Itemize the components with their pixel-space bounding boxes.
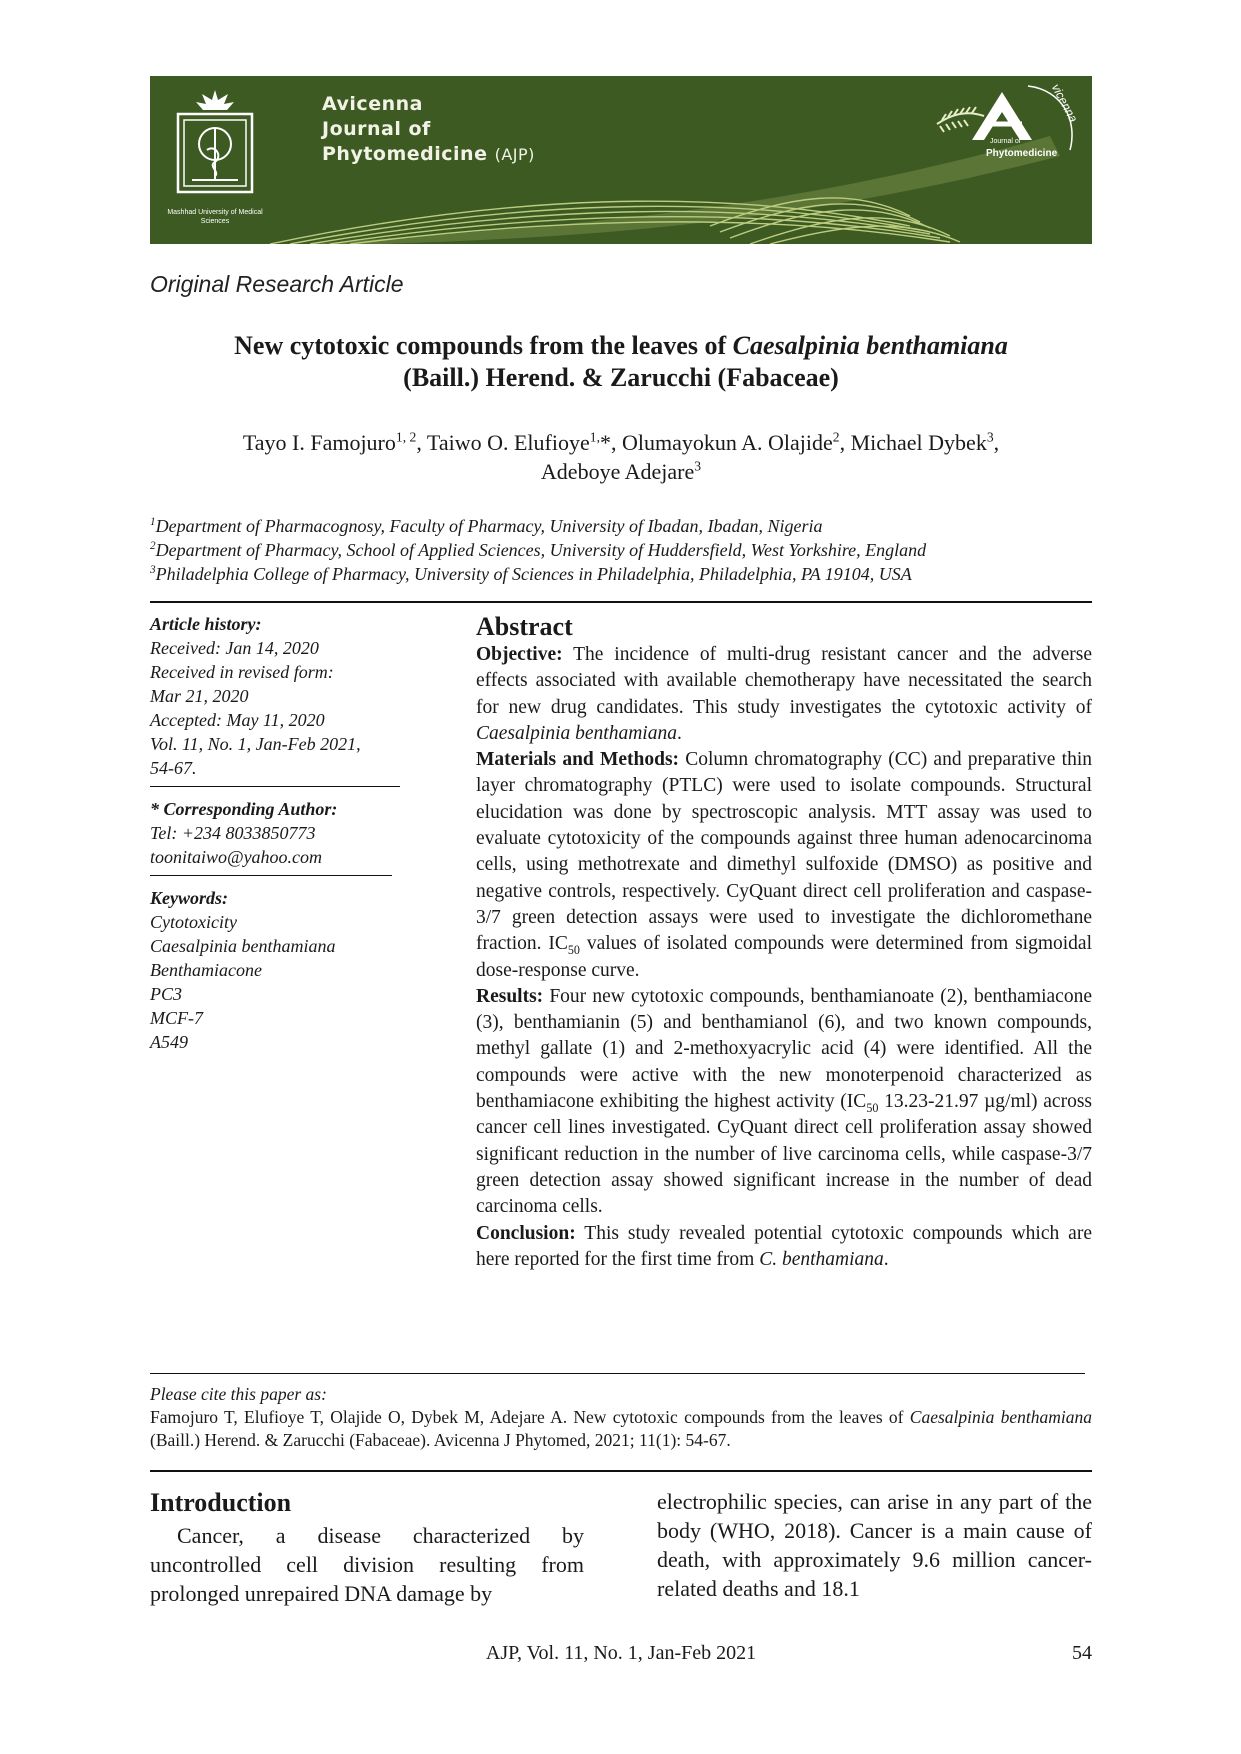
- affiliation-text: Department of Pharmacy, School of Applied Sciences, University of Huddersfield, West Yorkshire, England: [155, 540, 927, 560]
- article-info-sidebar: [150, 612, 415, 1054]
- article-type: Original Research Article: [150, 271, 404, 297]
- citation-box: [150, 1383, 1092, 1452]
- journal-name: [322, 92, 535, 167]
- author-name: Adeboye Adejare: [540, 459, 695, 484]
- keyword: MCF-7: [150, 1008, 203, 1028]
- results-text: 13.23-21.97 µg/ml) across cancer cell lines investigated. CyQuant direct cell proliferation assay showed significant reduction in the number of live carcinoma cells, while caspase-3/7 green detection assay showed significant increase in the number of dead carcinoma cells.: [476, 1091, 1092, 1218]
- citation-text: [150, 1406, 1092, 1452]
- affiliation-sup: 1: [150, 516, 156, 528]
- affiliation: [150, 562, 1092, 586]
- page-number: 54: [1072, 1642, 1092, 1664]
- author-affil-sup: 3: [986, 429, 994, 445]
- results-label: Results:: [476, 985, 544, 1007]
- journal-logo-arc-text: vicenna: [1048, 81, 1081, 125]
- corresponding-mark: *: [599, 430, 611, 455]
- author-list: [150, 428, 1092, 486]
- results-subscript: 50: [866, 1100, 879, 1115]
- title-species: Caesalpinia benthamiana: [732, 331, 1008, 360]
- abstract-heading: Abstract: [476, 612, 573, 641]
- conclusion-label: Conclusion:: [476, 1222, 576, 1244]
- keywords-heading: Keywords:: [150, 888, 228, 908]
- methods-text: values of isolated compounds were determined from sigmoidal dose-response curve.: [476, 933, 1092, 981]
- author-name: , Olumayokun A. Olajide: [610, 430, 833, 455]
- history-line: Accepted: May 11, 2020: [150, 710, 325, 730]
- journal-logo-text-top: Journal of: [990, 138, 1021, 145]
- abstract-methods: [476, 747, 1092, 984]
- footer-journal-info: AJP, Vol. 11, No. 1, Jan-Feb 2021: [485, 1642, 757, 1664]
- author-name: Tayo I. Famojuro: [242, 430, 396, 455]
- introduction-heading: Introduction: [150, 1488, 292, 1517]
- history-line: Received in revised form:: [150, 662, 334, 682]
- abstract-conclusion: [476, 1221, 1092, 1274]
- citation-lead: Please cite this paper as:: [150, 1384, 327, 1404]
- author-affil-sup: 2: [832, 429, 840, 445]
- conclusion-text: This study revealed potential cytotoxic compounds which are here reported for the first time from: [476, 1222, 1092, 1270]
- introduction-paragraph: electrophilic species, can arise in any part of the body (WHO, 2018). Cancer is a main cause of death, with approximately 9.6 million cancer-related deaths and 18.1: [657, 1489, 1092, 1601]
- affiliation-text: Philadelphia College of Pharmacy, University of Sciences in Philadelphia, Philadelphia, PA 19104, USA: [155, 564, 912, 584]
- citation-text-part: (Baill.) Herend. & Zarucchi (Fabaceae). Avicenna J Phytomed, 2021; 11(1): 54-67.: [150, 1430, 731, 1450]
- author-name: , Michael Dybek: [839, 430, 987, 455]
- journal-name-line3: Phytomedicine: [322, 143, 488, 165]
- body-column-left: [150, 1487, 584, 1608]
- keyword: Benthamiacone: [150, 960, 262, 980]
- methods-text: Column chromatography (CC) and preparative thin layer chromatography (PTLC) were used to isolate compounds. Structural elucidation was done by spectroscopic analysis. MTT assay was used to evaluate cytotoxicity of the compounds against three human adenocarcinoma cells, using methotrexate and dimethyl sulfoxide (DMSO) as positive and negative controls, respectively. CyQuant direct cell proliferation and caspase-3/7 green detection assays were used to investigate the dichloromethane fraction. IC: [476, 749, 1092, 955]
- university-name: Mashhad University of Medical Sciences: [167, 209, 263, 225]
- journal-banner: [150, 76, 1092, 244]
- header-rule: [150, 601, 1092, 603]
- journal-logo-text-bottom: Phytomedicine: [986, 148, 1058, 159]
- sidebar-divider: [150, 786, 400, 787]
- journal-name-line1: Avicenna: [322, 93, 423, 115]
- sidebar-divider: [150, 875, 392, 876]
- history-line: Mar 21, 2020: [150, 686, 249, 706]
- keywords: [150, 886, 415, 1054]
- keyword: Cytotoxicity: [150, 912, 237, 932]
- objective-species: Caesalpinia benthamiana: [476, 722, 677, 744]
- author-separator: ,: [993, 430, 1000, 455]
- history-line: Vol. 11, No. 1, Jan-Feb 2021,: [150, 734, 361, 754]
- affiliation-sup: 2: [150, 540, 156, 552]
- journal-name-line2: Journal of: [322, 118, 431, 140]
- citation-bottom-rule: [150, 1470, 1092, 1472]
- affiliation: [150, 514, 1092, 538]
- corresponding-tel: Tel: +234 8033850773: [150, 823, 316, 843]
- history-line: Received: Jan 14, 2020: [150, 638, 319, 658]
- keyword: Caesalpinia benthamiana: [150, 936, 336, 956]
- title-part2: (Baill.) Herend. & Zarucchi (Fabaceae): [403, 363, 839, 392]
- affiliations: [150, 514, 1092, 586]
- methods-subscript: 50: [567, 943, 580, 958]
- introduction-paragraph: Cancer, a disease characterized by uncontrolled cell division resulting from prolonged unrepaired DNA damage by: [150, 1523, 584, 1606]
- paper-title: [150, 330, 1092, 394]
- results-text: Four new cytotoxic compounds, benthamianoate (2), benthamiacone (3), benthamianin (5) and benthamianol (6), and two known compounds, methyl gallate (1) and 2-methoxyacrylic acid (4) were identified. All the compounds were active with the new monoterpenoid characterized as benthamiacone exhibiting the highest activity (IC: [476, 985, 1092, 1113]
- conclusion-species: C. benthamiana: [759, 1248, 884, 1270]
- author-affil-sup: 1, 2: [395, 429, 417, 445]
- author-affil-sup: 1,: [589, 429, 600, 445]
- abstract-results: [476, 984, 1092, 1221]
- objective-text: The incidence of multi-drug resistant cancer and the adverse effects associated with available chemotherapy have necessitated the search for new drug candidates. This study investigates the cytotoxic activity of: [476, 644, 1092, 718]
- objective-end: .: [676, 722, 682, 744]
- author-name: , Taiwo O. Elufioye: [416, 430, 590, 455]
- corresponding-author: [150, 797, 415, 869]
- author-affil-sup: 3: [694, 458, 702, 474]
- corresponding-email[interactable]: toonitaiwo@yahoo.com: [150, 847, 323, 867]
- methods-label: Materials and Methods:: [476, 749, 680, 771]
- article-history-heading: Article history:: [150, 614, 262, 634]
- journal-logo: [932, 80, 1082, 200]
- title-part1: New cytotoxic compounds from the leaves of: [234, 331, 733, 360]
- history-line: 54-67.: [150, 758, 197, 778]
- university-emblem-icon: [170, 86, 260, 206]
- journal-abbreviation: (AJP): [494, 145, 535, 164]
- keyword: PC3: [150, 984, 183, 1004]
- body-column-right: [657, 1487, 1092, 1603]
- objective-label: Objective:: [476, 644, 563, 665]
- corresponding-heading: * Corresponding Author:: [150, 799, 338, 819]
- abstract-objective: [476, 642, 1092, 747]
- abstract: [476, 612, 1092, 1273]
- affiliation-sup: 3: [150, 564, 156, 576]
- conclusion-end: .: [883, 1248, 889, 1270]
- keyword: A549: [150, 1032, 188, 1052]
- citation-top-rule: [150, 1373, 1085, 1374]
- citation-text-part: Famojuro T, Elufioye T, Olajide O, Dybek M, Adejare A. New cytotoxic compounds from the leaves of: [150, 1407, 910, 1427]
- affiliation-text: Department of Pharmacognosy, Faculty of Pharmacy, University of Ibadan, Ibadan, Nigeria: [155, 516, 823, 536]
- citation-species: Caesalpinia benthamiana: [909, 1407, 1092, 1427]
- affiliation: [150, 538, 1092, 562]
- article-history: [150, 612, 415, 780]
